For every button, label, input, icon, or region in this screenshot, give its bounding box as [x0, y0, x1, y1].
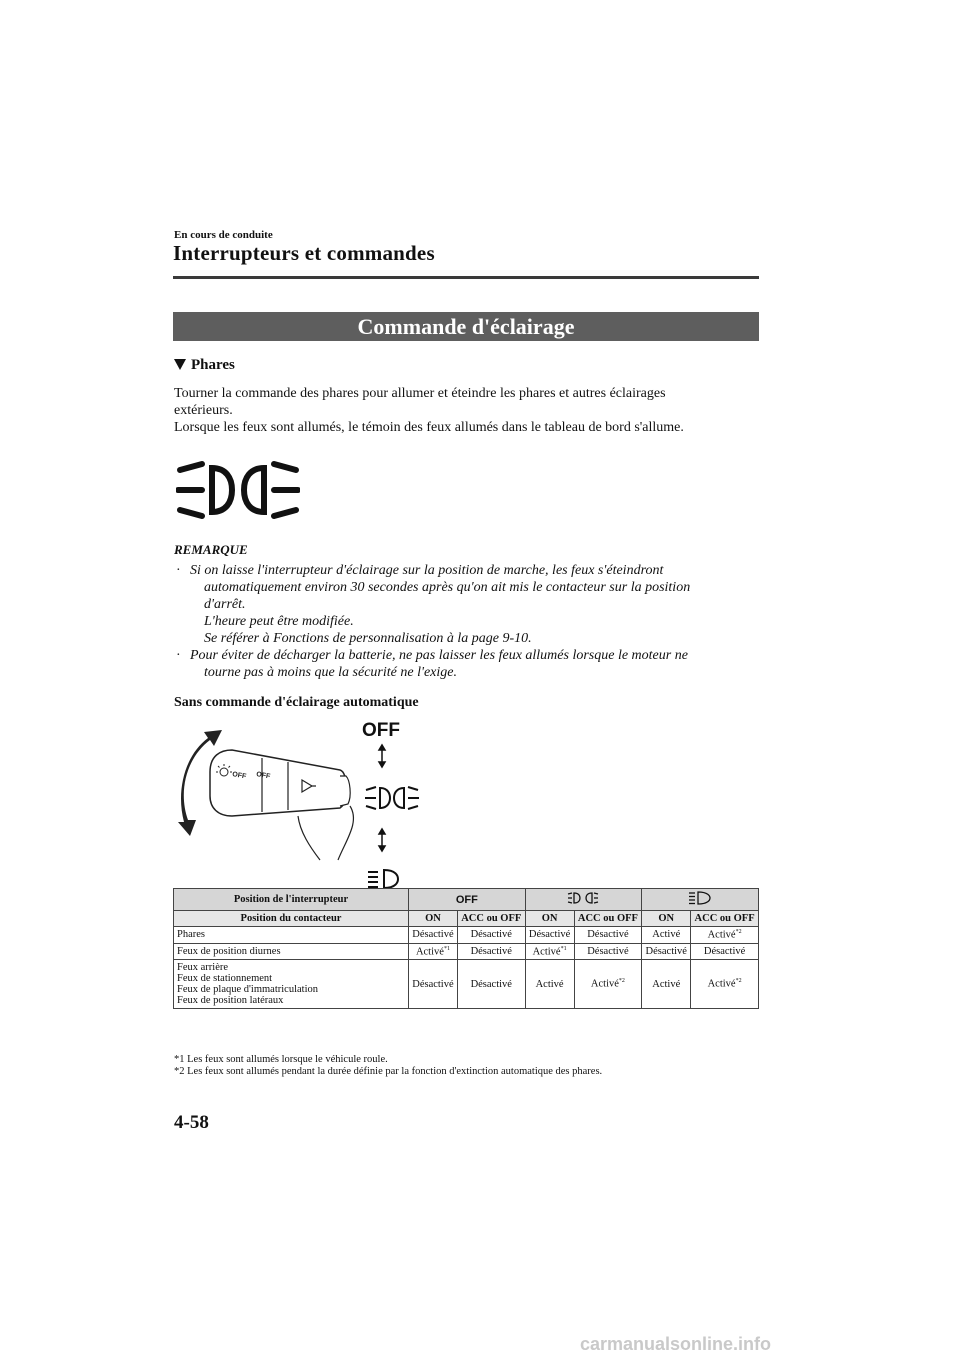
table-cell: Désactivé	[525, 927, 574, 944]
note-line: L'heure peut être modifiée.	[204, 614, 354, 629]
bullet-icon: ·	[176, 648, 181, 663]
bullet-icon: ·	[176, 563, 181, 578]
table-header-cell: ON	[409, 911, 458, 927]
table-header-cell: ACC ou OFF	[574, 911, 642, 927]
chapter-label: En cours de conduite	[174, 229, 273, 241]
headlights-icon	[368, 870, 398, 888]
table-cell: Activé$^{*2}$	[574, 960, 642, 1009]
table-row	[174, 889, 759, 911]
table-header-cell	[525, 889, 642, 911]
page-title: Interrupteurs et commandes	[173, 241, 435, 265]
table-cell: Désactivé	[457, 960, 525, 1009]
parking-lights-icon	[365, 787, 419, 809]
remarque-item	[174, 562, 764, 647]
table-header-cell	[409, 889, 526, 911]
headlights-icon	[688, 891, 712, 905]
stalk-body	[210, 750, 347, 816]
table-cell: Phares	[174, 927, 409, 944]
note-line: tourne pas à moins que la sécurité ne l'exige.	[204, 665, 457, 680]
table-cell: Activé$^{*2}$	[691, 960, 759, 1009]
table-row	[174, 960, 759, 1009]
table-cell: Désactivé	[642, 943, 691, 960]
note-line: Pour éviter de décharger la batterie, ne pas laisser les feux allumés lorsque le moteur ne	[190, 648, 688, 663]
table-cell: Désactivé	[574, 927, 642, 944]
table-cell: Désactivé	[457, 927, 525, 944]
remarque-title: REMARQUE	[174, 542, 248, 557]
off-label: OFF	[455, 893, 478, 906]
watermark: carmanualsonline.info	[580, 1334, 772, 1354]
table-cell: Désactivé	[409, 927, 458, 944]
section-title: Commande d'éclairage	[173, 312, 759, 341]
intro-line: Tourner la commande des phares pour allumer et éteindre les phares et autres éclairages	[174, 386, 666, 401]
table-header-cell: ON	[525, 911, 574, 927]
table-footnotes	[174, 1054, 602, 1078]
intro-line: extérieurs.	[174, 403, 233, 418]
footnote: *1 Les feux sont allumés lorsque le véhicule roule.	[174, 1054, 388, 1065]
table-row	[174, 911, 759, 927]
title-divider	[173, 276, 759, 279]
page-number: 4-58	[174, 1112, 209, 1133]
headlights-on-indicator-icon	[176, 458, 300, 520]
off-position-label: OFF	[362, 720, 400, 741]
table-cell: Désactivé	[691, 943, 759, 960]
table-cell: Désactivé	[574, 943, 642, 960]
table-row	[174, 927, 759, 944]
note-line: automatiquement environ 30 secondes après qu'on ait mis le contacteur sur la position	[204, 580, 691, 595]
table-header-cell	[642, 889, 759, 911]
table-row	[174, 943, 759, 960]
switch-position-table	[173, 888, 759, 1009]
svg-text:OFF: OFF	[255, 771, 271, 781]
note-line: Se référer à Fonctions de personnalisation à la page 9-10.	[204, 631, 532, 646]
parking-lights-icon	[567, 891, 599, 905]
table-cell: Activé	[642, 960, 691, 1009]
subsection-heading	[174, 357, 235, 374]
table-header-cell: ON	[642, 911, 691, 927]
light-switch-stalk-diagram	[170, 712, 430, 888]
table-cell: Feux arrière Feux de stationnement Feux de plaque d'immatriculation Feux de position latéraux	[174, 960, 409, 1009]
table-cell: Activé$^{*1}$	[525, 943, 574, 960]
svg-text:OFF: OFF	[231, 771, 247, 781]
table-cell: Désactivé	[457, 943, 525, 960]
note-line: d'arrêt.	[204, 597, 246, 612]
footnote: *2 Les feux sont allumés pendant la durée définie par la fonction d'extinction automatique des phares.	[174, 1066, 603, 1077]
table-cell: Activé$^{*1}$	[409, 943, 458, 960]
auto-section-title: Sans commande d'éclairage automatique	[174, 695, 419, 710]
table-cell: Activé$^{*2}$	[691, 927, 759, 944]
table-header-cell: ACC ou OFF	[691, 911, 759, 927]
remarque-notes	[174, 562, 764, 681]
table-cell: Activé	[642, 927, 691, 944]
intro-paragraph	[174, 385, 764, 436]
table-header-cell: ACC ou OFF	[457, 911, 525, 927]
subsection-title: Phares	[191, 357, 235, 373]
table-cell: Activé	[525, 960, 574, 1009]
remarque-item	[174, 647, 764, 681]
table-cell: Feux de position diurnes	[174, 943, 409, 960]
note-line: Si on laisse l'interrupteur d'éclairage sur la position de marche, les feux s'éteindront	[190, 563, 664, 578]
table-header-cell: Position de l'interrupteur	[174, 889, 409, 911]
triangle-marker-icon	[174, 359, 186, 370]
table-cell: Désactivé	[409, 960, 458, 1009]
intro-line: Lorsque les feux sont allumés, le témoin des feux allumés dans le tableau de bord s'allume.	[174, 420, 684, 435]
table-header-cell: Position du contacteur	[174, 911, 409, 927]
